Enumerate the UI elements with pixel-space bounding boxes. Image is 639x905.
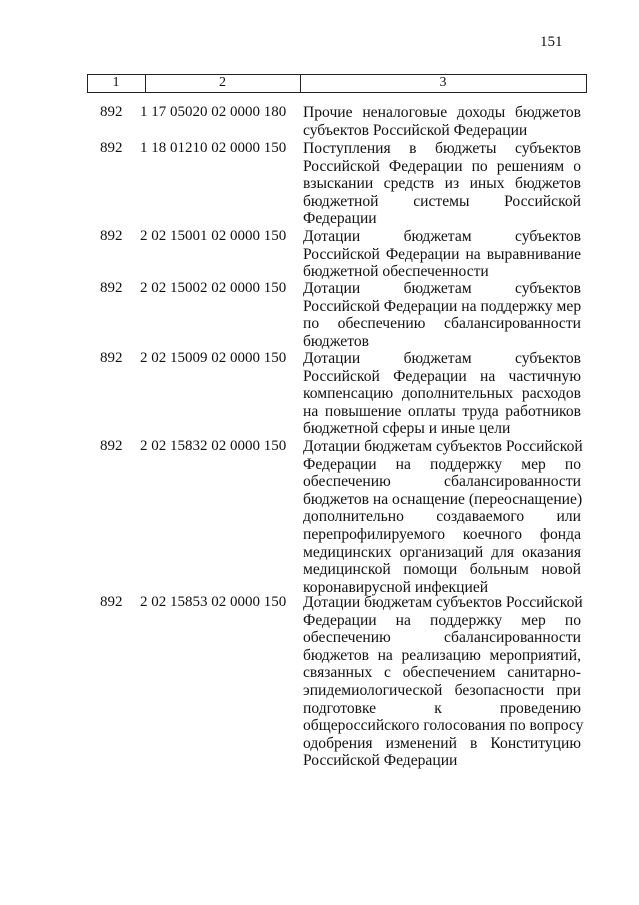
description-line: Дотации бюджетам субъектов Российской (303, 594, 583, 611)
admin-code-cell: 892 (100, 140, 123, 156)
budget-code-cell: 1 18 01210 02 0000 150 (140, 140, 287, 156)
description-line: Федерации (303, 210, 377, 228)
header-col-2: 2 (219, 75, 226, 90)
budget-code-cell: 2 02 15009 02 0000 150 (140, 350, 287, 366)
header-bottom-rule (87, 92, 587, 93)
description-line: Дотации бюджетам субъектов Российской (303, 438, 583, 455)
description-line: Российской Федерации по решениям о (303, 157, 581, 175)
description-line: эпидемиологической безопасности при (303, 681, 581, 699)
description-cell (303, 438, 581, 596)
description-cell (303, 280, 581, 350)
description-line: медицинских организаций для оказания (303, 543, 581, 561)
description-line: Российской Федерации на частичную (303, 367, 581, 385)
description-line: бюджетов на оснащение (переоснащение) (303, 490, 583, 508)
description-line: компенсацию дополнительных расходов (303, 385, 581, 403)
description-line: Российской Федерации на выравнивание (303, 245, 581, 263)
admin-code-cell: 892 (100, 228, 123, 244)
description-line: обеспечению сбалансированности (303, 629, 581, 647)
description-line: обеспечению сбалансированности (303, 473, 581, 491)
admin-code-cell: 892 (100, 438, 123, 454)
header-divider-right (586, 74, 587, 92)
description-line: связанных с обеспечением санитарно- (303, 664, 581, 682)
description-line: бюджетной системы Российской (303, 192, 581, 210)
description-line: Федерации на поддержку мер по (303, 611, 581, 629)
description-line: Поступления в бюджеты субъектов (303, 140, 581, 157)
description-cell (303, 594, 584, 770)
description-line: дополнительно создаваемого или (303, 508, 581, 526)
description-line: бюджетной сферы и иные цели (303, 420, 511, 438)
description-line: Федерации на поддержку мер по (303, 455, 581, 473)
description-line: бюджетной обеспеченности (303, 263, 489, 281)
description-line: Российской Федерации (303, 752, 458, 770)
description-line: перепрофилируемого коечного фонда (303, 525, 581, 543)
admin-code-cell: 892 (100, 280, 123, 296)
description-line: бюджетов (303, 332, 369, 350)
description-line: субъектов Российской Федерации (303, 121, 528, 139)
description-cell (303, 140, 581, 228)
description-line: бюджетов на реализацию мероприятий, (303, 646, 581, 664)
budget-code-cell: 2 02 15832 02 0000 150 (140, 438, 287, 454)
header-col-3: 3 (439, 75, 447, 90)
page-number: 151 (540, 34, 563, 50)
budget-code-cell: 2 02 15002 02 0000 150 (140, 280, 287, 296)
description-line: Российской Федерации на поддержку мер (303, 297, 582, 315)
budget-code-cell: 1 17 05020 02 0000 180 (140, 104, 287, 120)
description-line: взыскании средств из иных бюджетов (303, 175, 581, 193)
description-line: на повышение оплаты труда работников (303, 402, 581, 420)
description-line: Дотации бюджетам субъектов (303, 280, 581, 297)
header-col-1: 1 (112, 75, 120, 90)
description-line: по обеспечению сбалансированности (303, 315, 581, 333)
description-line: коронавирусной инфекцией (303, 578, 489, 596)
description-line: медицинской помощи больным новой (303, 561, 581, 579)
admin-code-cell: 892 (100, 350, 123, 366)
description-cell (303, 350, 581, 438)
description-cell (303, 228, 581, 281)
description-cell (303, 104, 581, 139)
description-line: Дотации бюджетам субъектов (303, 228, 581, 245)
description-line: Прочие неналоговые доходы бюджетов (303, 104, 581, 121)
description-line: подготовке к проведению (303, 699, 581, 717)
budget-code-cell: 2 02 15001 02 0000 150 (140, 228, 287, 244)
admin-code-cell: 892 (100, 594, 123, 610)
admin-code-cell: 892 (100, 104, 123, 120)
description-line: общероссийского голосования по вопросу (303, 717, 584, 735)
description-line: одобрения изменений в Конституцию (303, 734, 581, 752)
budget-code-cell: 2 02 15853 02 0000 150 (140, 594, 287, 610)
description-line: Дотации бюджетам субъектов (303, 350, 581, 367)
